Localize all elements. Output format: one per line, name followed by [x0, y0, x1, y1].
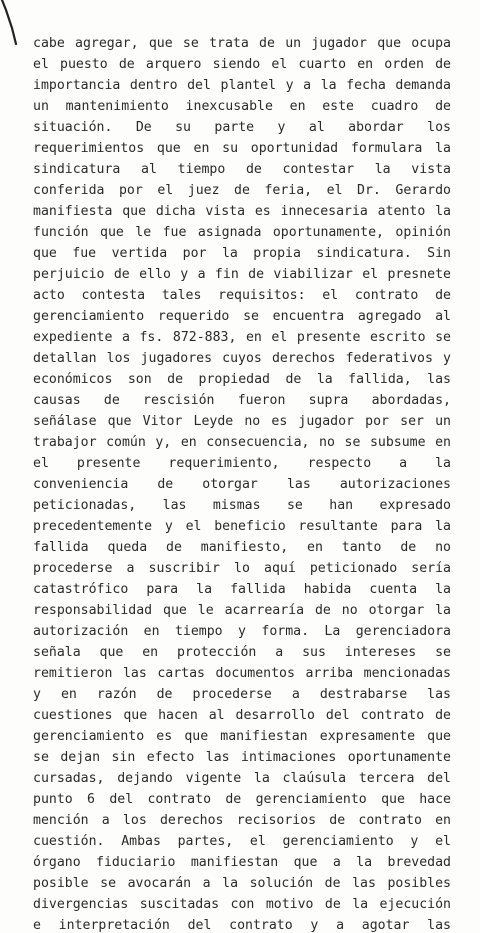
- text-line-5: situación. De su parte y al abordar los: [33, 120, 451, 135]
- text-line-1: cabe agregar, que se trata de un jugador que ocupa: [33, 36, 451, 51]
- text-line-41: posible se avocarán a la solución de las posibles: [33, 876, 451, 891]
- text-line-31: remitieron las cartas documentos arriba mencionadas: [33, 666, 451, 681]
- text-line-20: trabajor común y, en consecuencia, no se subsume en: [33, 435, 451, 450]
- text-line-37: punto 6 del contrato de gerenciamiento que hace: [33, 792, 451, 807]
- text-line-12: perjuicio de ello y a fin de viabilizar el presnete: [33, 267, 451, 282]
- text-line-8: conferida por el juez de feria, el Dr. Gerardo: [33, 183, 451, 198]
- text-line-24: precedentemente y el beneficio resultante para la: [33, 519, 451, 534]
- text-line-2: el puesto de arquero siendo el cuarto en orden de: [33, 57, 451, 72]
- text-line-4: un mantenimiento inexcusable en este cuadro de: [33, 99, 451, 114]
- text-line-43: e interpretación del contrato y a agotar las: [33, 918, 451, 933]
- text-line-28: responsabilidad que le acarrearía de no otorgar la: [33, 603, 451, 618]
- text-line-25: fallida queda de manifiesto, en tanto de no: [33, 540, 451, 555]
- text-line-30: señala que en protección a sus intereses se: [33, 645, 451, 660]
- document-body: [33, 33, 451, 933]
- text-line-42: divergencias suscitadas con motivo de la ejecución: [33, 897, 451, 912]
- text-line-3: importancia dentro del plantel y a la fecha demanda: [33, 78, 451, 93]
- text-line-18: causas de rescisión fueron supra abordadas,: [33, 393, 451, 408]
- text-line-21: el presente requerimiento, respecto a la: [33, 456, 451, 471]
- text-line-9: manifiesta que dicha vista es innecesaria atento la: [33, 204, 451, 219]
- text-line-22: conveniencia de otorgar las autorizaciones: [33, 477, 451, 492]
- scan-edge-mark: [0, 0, 30, 50]
- text-line-32: y en razón de procederse a destrabarse las: [33, 687, 451, 702]
- text-line-33: cuestiones que hacen al desarrollo del contrato de: [33, 708, 451, 723]
- text-line-26: procederse a suscribir lo aquí peticionado sería: [33, 561, 451, 576]
- text-line-39: cuestión. Ambas partes, el gerenciamiento y el: [33, 834, 451, 849]
- text-line-27: catastrófico para la fallida habida cuenta la: [33, 582, 451, 597]
- text-line-38: mención a los derechos recisorios de contrato en: [33, 813, 451, 828]
- text-line-17: económicos son de propiedad de la fallida, las: [33, 372, 451, 387]
- text-line-7: sindicatura al tiempo de contestar la vista: [33, 162, 451, 177]
- text-line-16: detallan los jugadores cuyos derechos federativos y: [33, 351, 451, 366]
- text-line-36: cursadas, dejando vigente la claúsula tercera del: [33, 771, 451, 786]
- text-line-6: requerimientos que en su oportunidad formulara la: [33, 141, 451, 156]
- text-line-14: gerenciamiento requerido se encuentra agregado al: [33, 309, 451, 324]
- text-line-15: expediente a fs. 872-883, en el presente escrito se: [33, 330, 451, 345]
- text-line-40: órgano fiduciario manifiestan que a la brevedad: [33, 855, 451, 870]
- text-line-19: señálase que Vitor Leyde no es jugador por ser un: [33, 414, 451, 429]
- text-line-10: función que le fue asignada oportunamente, opinión: [33, 225, 451, 240]
- text-line-35: se dejan sin efecto las intimaciones oportunamente: [33, 750, 451, 765]
- text-line-13: acto contesta tales requisitos: el contrato de: [33, 288, 451, 303]
- text-line-29: autorización en tiempo y forma. La gerenciadora: [33, 624, 451, 639]
- text-line-11: que fue vertida por la propia sindicatura. Sin: [33, 246, 451, 261]
- text-line-23: peticionadas, las mismas se han expresado: [33, 498, 451, 513]
- text-line-34: gerenciamiento es que manifiestan expresamente que: [33, 729, 451, 744]
